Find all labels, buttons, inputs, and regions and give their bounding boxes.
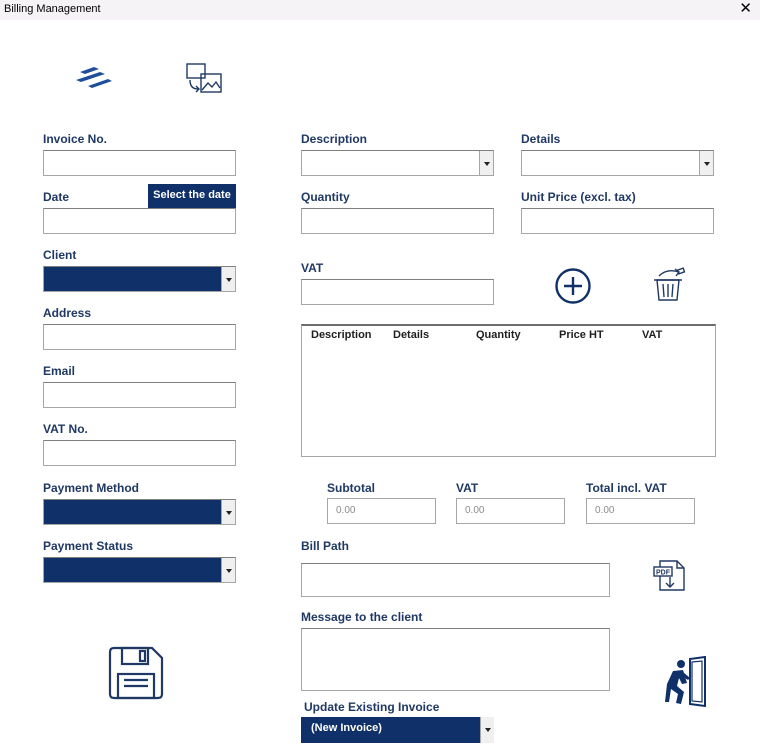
subtotal-label: Subtotal xyxy=(327,481,375,495)
add-circle-icon[interactable] xyxy=(554,267,592,305)
svg-text:PDF: PDF xyxy=(656,569,670,577)
chevron-down-icon[interactable] xyxy=(221,558,235,582)
chevron-down-icon[interactable] xyxy=(699,151,713,175)
pdf-download-icon[interactable] xyxy=(652,558,688,594)
payment-method-dropdown[interactable] xyxy=(43,499,236,525)
details-label: Details xyxy=(521,132,561,146)
payment-method-label: Payment Method xyxy=(43,481,140,495)
invoice-no-label: Invoice No. xyxy=(43,132,108,146)
vat-total-value: 0.00 xyxy=(456,498,565,524)
description-label: Description xyxy=(301,132,368,146)
vat-no-label: VAT No. xyxy=(43,422,88,436)
details-dropdown[interactable] xyxy=(521,150,714,176)
title-bar xyxy=(0,0,760,20)
close-icon[interactable]: ✕ xyxy=(739,0,752,17)
vat-input[interactable] xyxy=(301,279,494,305)
bill-path-input[interactable] xyxy=(301,563,610,597)
client-dropdown[interactable] xyxy=(43,266,236,292)
select-date-button[interactable]: Select the date xyxy=(148,184,236,208)
description-dropdown[interactable] xyxy=(301,150,494,176)
address-input[interactable] xyxy=(43,324,236,350)
trash-icon[interactable] xyxy=(649,266,689,304)
date-input[interactable] xyxy=(43,208,236,234)
bill-path-label: Bill Path xyxy=(301,539,350,553)
message-textarea[interactable] xyxy=(301,628,610,691)
date-label: Date xyxy=(43,190,70,204)
unit-price-label: Unit Price (excl. tax) xyxy=(521,190,636,204)
total-incl-vat-label: Total incl. VAT xyxy=(586,481,667,495)
invoice-no-input[interactable] xyxy=(43,150,236,176)
subtotal-value: 0.00 xyxy=(327,498,436,524)
unit-price-input[interactable] xyxy=(521,208,714,234)
import-image-icon[interactable] xyxy=(185,62,223,96)
company-logo-icon xyxy=(74,64,114,92)
update-invoice-value: (New Invoice) xyxy=(311,722,382,734)
message-label: Message to the client xyxy=(301,610,423,624)
total-incl-vat-value: 0.00 xyxy=(586,498,695,524)
chevron-down-icon[interactable] xyxy=(479,151,493,175)
window-title: Billing Management xyxy=(4,3,101,15)
vat-total-label: VAT xyxy=(456,481,479,495)
vat-no-input[interactable] xyxy=(43,440,236,466)
chevron-down-icon[interactable] xyxy=(221,500,235,524)
quantity-input[interactable] xyxy=(301,208,494,234)
column-header-price-ht: Price HT xyxy=(559,329,604,341)
column-header-details: Details xyxy=(393,329,430,341)
column-header-quantity: Quantity xyxy=(476,329,521,341)
email-input[interactable] xyxy=(43,382,236,408)
update-invoice-label: Update Existing Invoice xyxy=(304,700,440,714)
save-disk-icon[interactable] xyxy=(108,646,164,700)
payment-status-dropdown[interactable] xyxy=(43,557,236,583)
column-header-vat: VAT xyxy=(642,329,663,341)
email-label: Email xyxy=(43,364,76,378)
payment-status-label: Payment Status xyxy=(43,539,134,553)
chevron-down-icon[interactable] xyxy=(480,717,494,743)
exit-door-icon[interactable] xyxy=(664,656,708,708)
quantity-label: Quantity xyxy=(301,190,350,204)
address-label: Address xyxy=(43,306,92,320)
update-invoice-dropdown[interactable] xyxy=(301,717,494,743)
client-label: Client xyxy=(43,248,77,262)
vat-label: VAT xyxy=(301,261,324,275)
chevron-down-icon[interactable] xyxy=(221,267,235,291)
column-header-description: Description xyxy=(311,329,372,341)
items-list[interactable] xyxy=(301,324,716,457)
